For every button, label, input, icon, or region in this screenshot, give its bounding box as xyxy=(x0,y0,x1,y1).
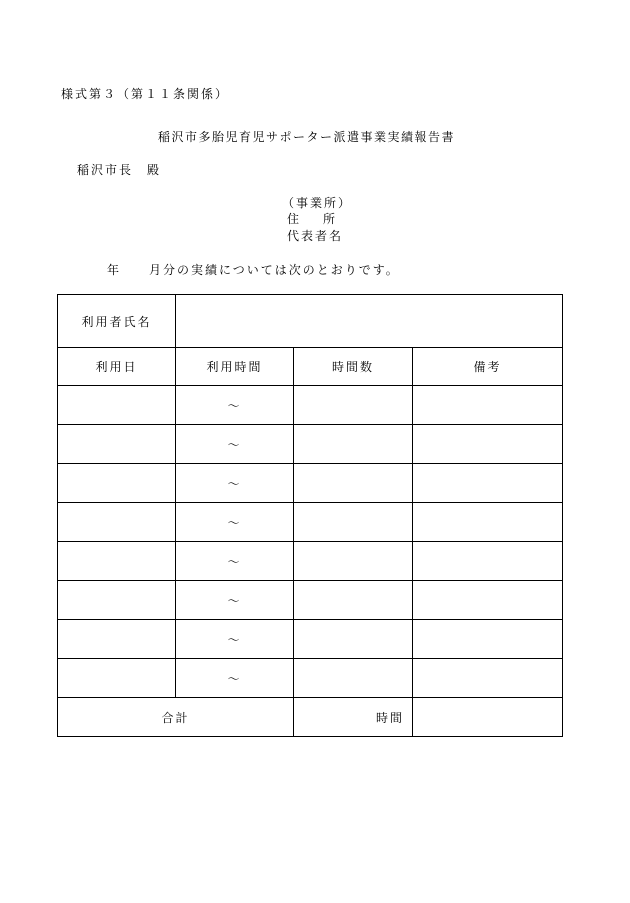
table-row xyxy=(58,386,563,425)
office-label: （事業所） xyxy=(282,196,353,210)
remarks-cell[interactable] xyxy=(413,659,563,698)
table-row xyxy=(58,581,563,620)
usage-time-cell[interactable]: ～ xyxy=(176,386,294,425)
total-row xyxy=(58,698,563,737)
hours-cell[interactable] xyxy=(294,542,413,581)
remarks-cell[interactable] xyxy=(413,503,563,542)
header-usage-date: 利用日 xyxy=(58,348,176,386)
usage-time-cell[interactable]: ～ xyxy=(176,581,294,620)
user-name-label: 利用者氏名 xyxy=(58,295,176,348)
hours-cell[interactable] xyxy=(294,659,413,698)
table-row xyxy=(58,620,563,659)
usage-time-cell[interactable]: ～ xyxy=(176,659,294,698)
hours-cell[interactable] xyxy=(294,464,413,503)
remarks-cell[interactable] xyxy=(413,386,563,425)
hours-cell[interactable] xyxy=(294,425,413,464)
table-row xyxy=(58,503,563,542)
user-name-row xyxy=(58,295,563,348)
remarks-cell[interactable] xyxy=(413,581,563,620)
usage-date-cell[interactable] xyxy=(58,542,176,581)
report-statement: 年 月分の実績については次のとおりです。 xyxy=(107,263,400,277)
hours-cell[interactable] xyxy=(294,503,413,542)
usage-date-cell[interactable] xyxy=(58,659,176,698)
address-label: 住 所 xyxy=(287,212,336,226)
usage-time-cell[interactable]: ～ xyxy=(176,464,294,503)
usage-date-cell[interactable] xyxy=(58,581,176,620)
usage-date-cell[interactable] xyxy=(58,464,176,503)
remarks-cell[interactable] xyxy=(413,425,563,464)
total-remarks-cell[interactable] xyxy=(413,698,563,737)
document-title: 稲沢市多胎児育児サポーター派遣事業実績報告書 xyxy=(158,130,456,144)
usage-date-cell[interactable] xyxy=(58,386,176,425)
addressee: 稲沢市長 殿 xyxy=(77,163,162,177)
header-hours: 時間数 xyxy=(294,348,413,386)
usage-time-cell[interactable]: ～ xyxy=(176,620,294,659)
usage-time-cell[interactable]: ～ xyxy=(176,542,294,581)
total-hours-cell[interactable]: 時間 xyxy=(294,698,413,737)
hours-cell[interactable] xyxy=(294,386,413,425)
table-row xyxy=(58,425,563,464)
table-row xyxy=(58,659,563,698)
table-row xyxy=(58,542,563,581)
remarks-cell[interactable] xyxy=(413,620,563,659)
usage-time-cell[interactable]: ～ xyxy=(176,503,294,542)
table-row xyxy=(58,464,563,503)
user-name-field[interactable] xyxy=(176,295,563,348)
usage-time-cell[interactable]: ～ xyxy=(176,425,294,464)
remarks-cell[interactable] xyxy=(413,542,563,581)
hours-cell[interactable] xyxy=(294,581,413,620)
report-table xyxy=(57,294,563,737)
header-usage-time: 利用時間 xyxy=(176,348,294,386)
remarks-cell[interactable] xyxy=(413,464,563,503)
representative-label: 代表者名 xyxy=(287,229,344,243)
usage-date-cell[interactable] xyxy=(58,425,176,464)
usage-date-cell[interactable] xyxy=(58,620,176,659)
header-remarks: 備考 xyxy=(413,348,563,386)
table-header-row xyxy=(58,348,563,386)
usage-date-cell[interactable] xyxy=(58,503,176,542)
hours-cell[interactable] xyxy=(294,620,413,659)
total-label: 合計 xyxy=(58,698,294,737)
form-number: 様式第３（第１１条関係） xyxy=(61,87,230,101)
